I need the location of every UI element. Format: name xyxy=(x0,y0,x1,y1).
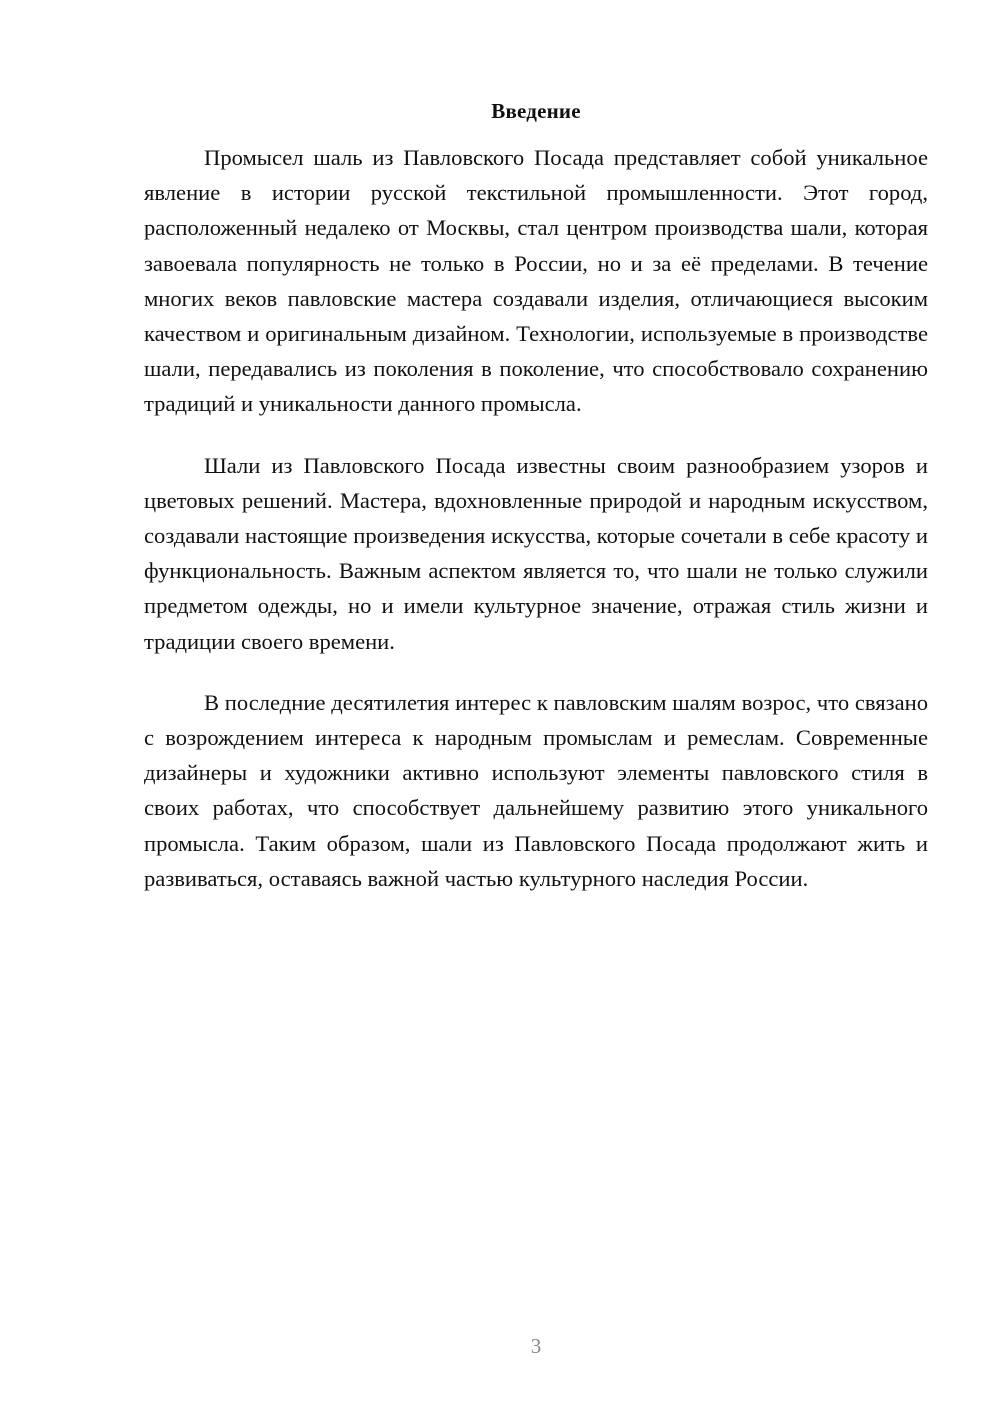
paragraph-3: В последние десятилетия интерес к павловским шалям возрос, что связано с возрождением интереса к народным промыслам и ремеслам. Современные дизайнеры и художники активно используют элементы павловского стиля в своих работах, что способствует дальнейшему развитию этого уникального промысла. Таким образом, шали из Павловского Посада продолжают жить и развиваться, оставаясь важной частью культурного наследия России. xyxy=(144,689,928,891)
paragraph-1: Промысел шаль из Павловского Посада представляет собой уникальное явление в истории русской текстильной промышленности. Этот город, расположенный недалеко от Москвы, стал центром производства шали, которая завоевала популярность не только в России, но и за её пределами. В течение многих веков павловские мастера создавали изделия, отличающиеся высоким качеством и оригинальным дизайном. Технологии, используемые в производстве шали, передавались из поколения в поколение, что способствовало сохранению традиций и уникальности данного промысла. xyxy=(144,145,928,417)
page-number: 3 xyxy=(530,1334,542,1358)
section-title: Введение xyxy=(491,99,581,123)
paragraph-2: Шали из Павловского Посада известны своим разнообразием узоров и цветовых решений. Мастера, вдохновленные природой и народным искусством, создавали настоящие произведения искусства, которые сочетали в себе красоту и функциональность. Важным аспектом является то, что шали не только служили предметом одежды, но и имели культурное значение, отражая стиль жизни и традиции своего времени. xyxy=(144,452,928,654)
page-content xyxy=(144,96,928,922)
